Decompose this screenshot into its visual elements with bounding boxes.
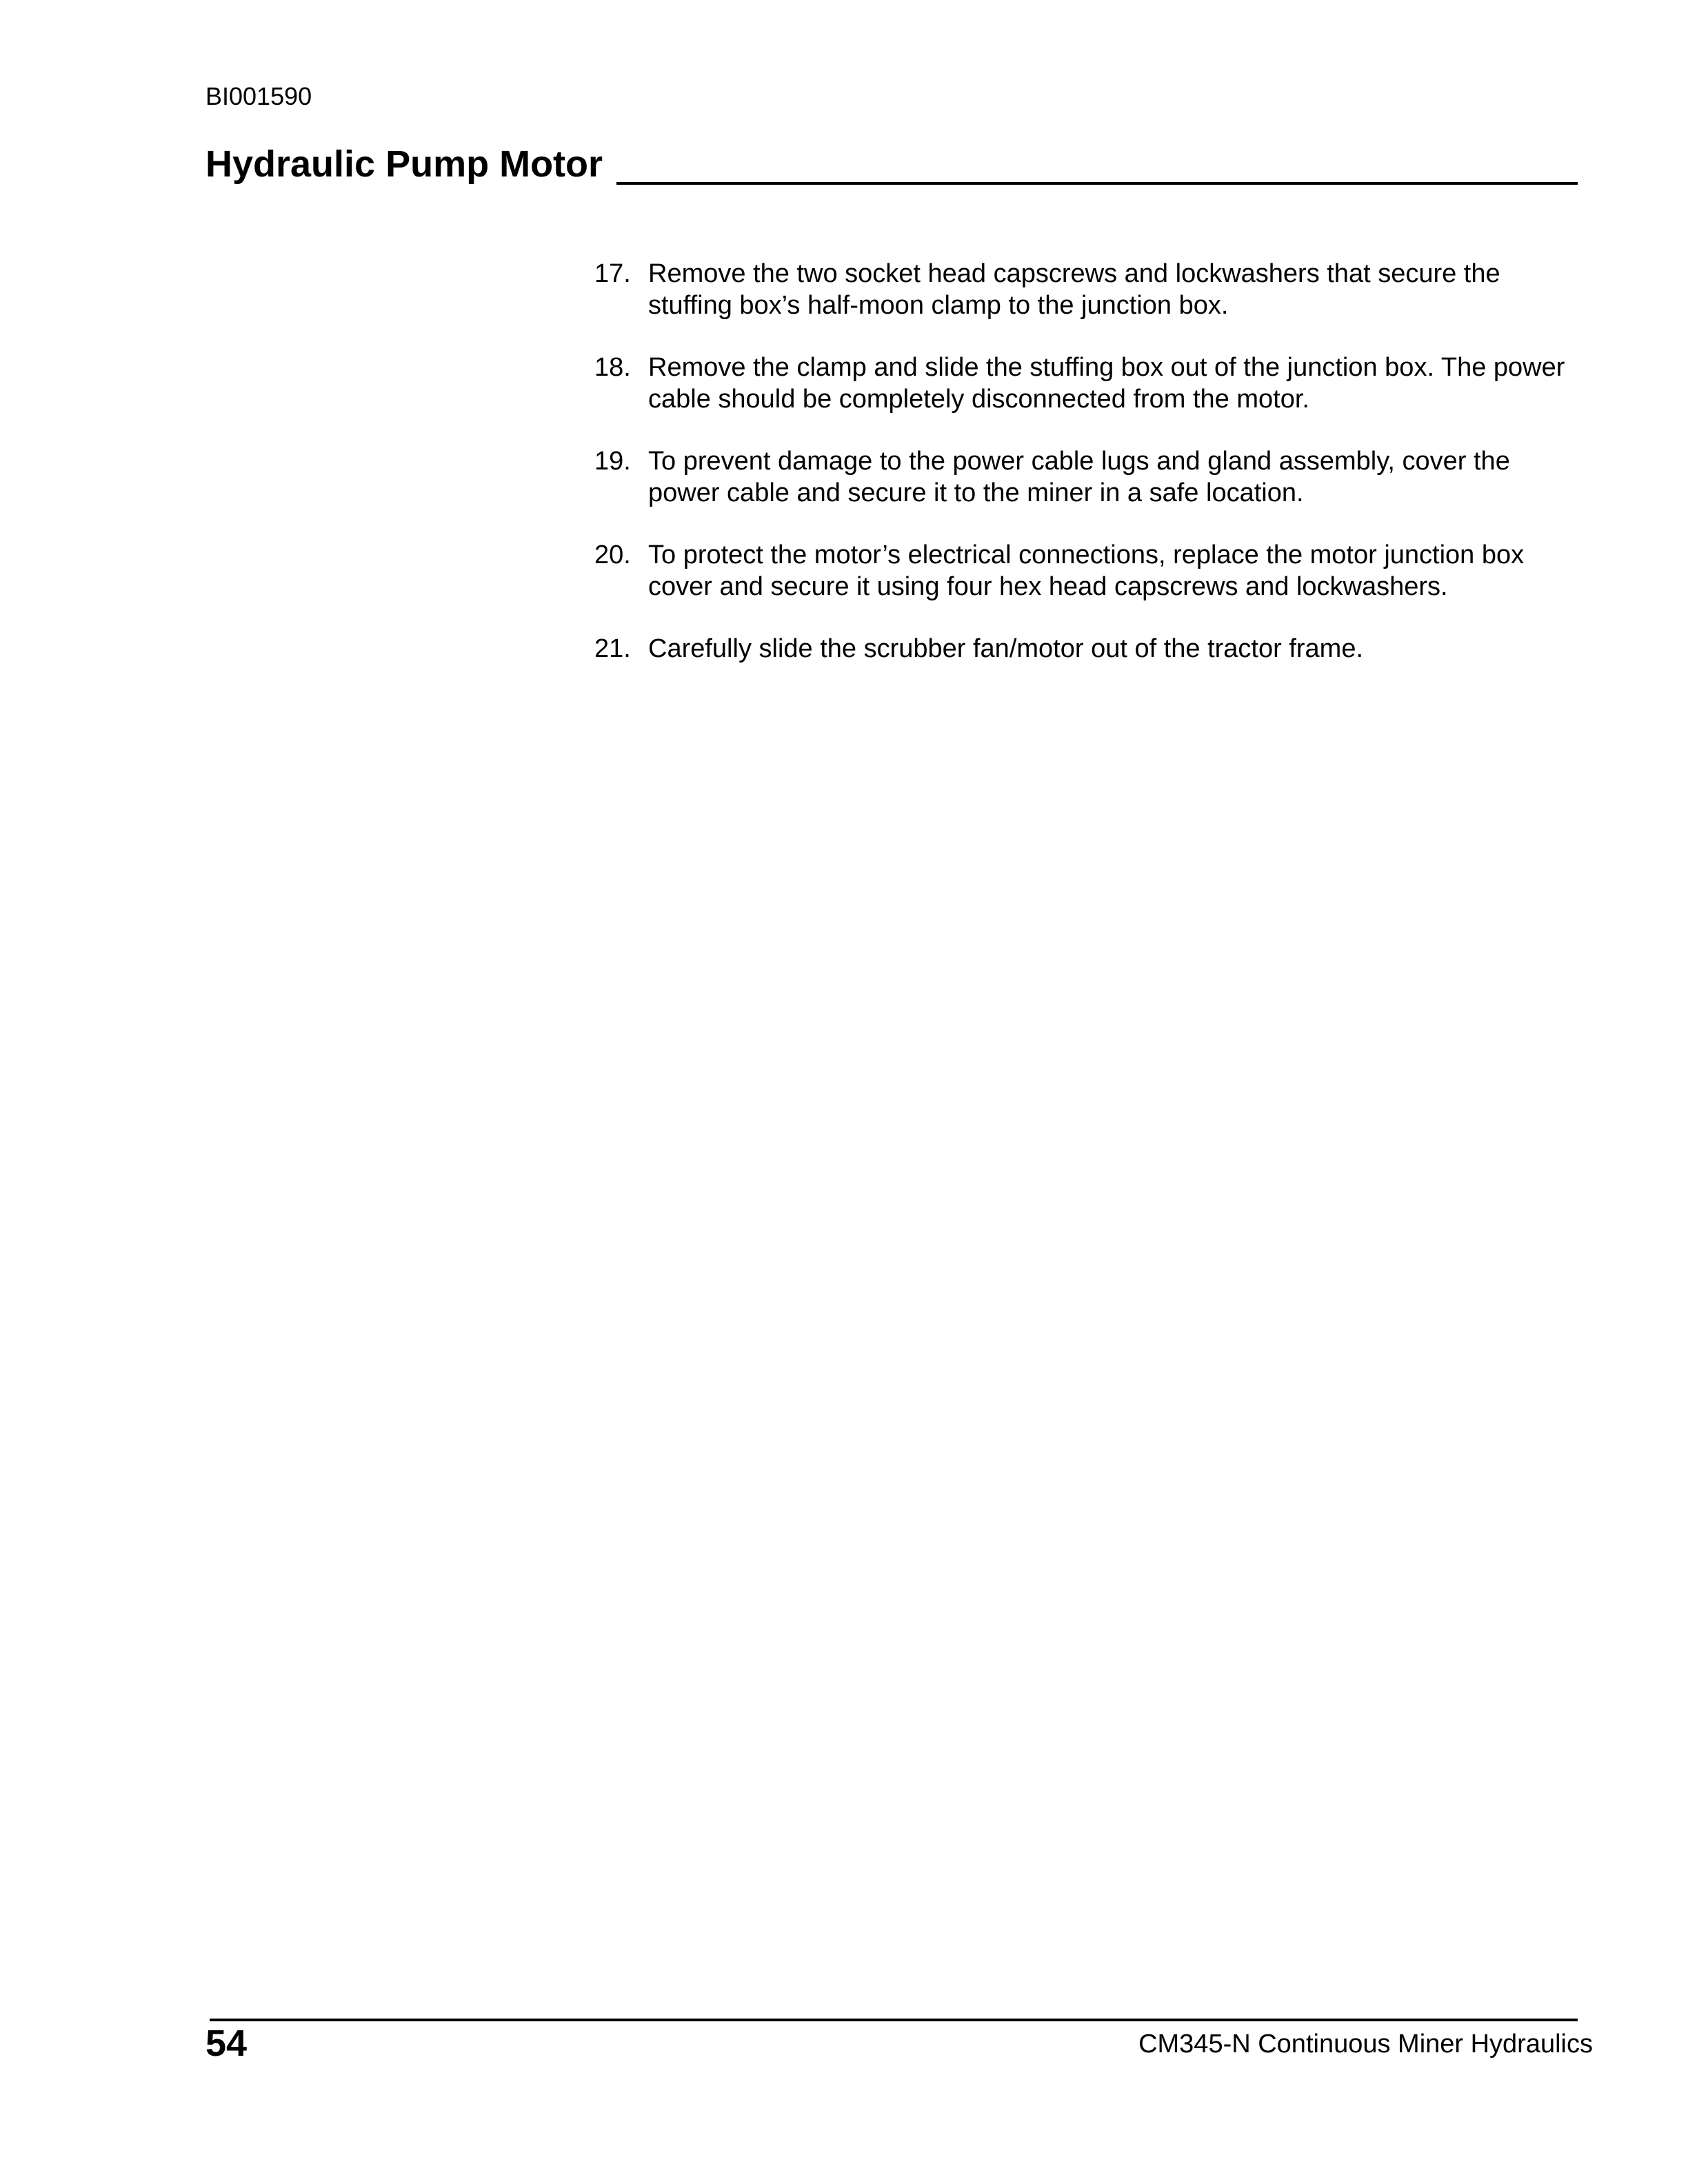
step-21 xyxy=(594,633,1580,665)
step-number: 21. xyxy=(594,634,631,663)
step-number: 19. xyxy=(594,447,631,476)
step-text: To prevent damage to the power cable lugs and gland assembly, cover the power cable and secure it to the miner in a safe location. xyxy=(648,447,1510,507)
footer-document-title: CM345-N Continuous Miner Hydraulics xyxy=(1138,2030,1593,2059)
footer-rule xyxy=(210,2019,1578,2021)
step-20 xyxy=(594,539,1580,603)
step-19 xyxy=(594,445,1580,509)
page-number: 54 xyxy=(205,2023,248,2064)
step-text: Remove the clamp and slide the stuffing box out of the junction box. The power cable should be completely disconnected from the motor. xyxy=(648,353,1565,414)
title-rule xyxy=(616,182,1578,185)
step-17 xyxy=(594,258,1580,321)
step-number: 17. xyxy=(594,259,631,288)
step-18 xyxy=(594,352,1580,415)
document-id: BI001590 xyxy=(205,82,312,110)
step-number: 20. xyxy=(594,540,631,569)
section-title: Hydraulic Pump Motor xyxy=(205,143,603,185)
step-text: Remove the two socket head capscrews and lockwashers that secure the stuffing box’s half-moon clamp to the junction box. xyxy=(648,259,1500,320)
step-text: To protect the motor’s electrical connections, replace the motor junction box cover and secure it using four hex head capscrews and lockwashers. xyxy=(648,540,1525,601)
step-number: 18. xyxy=(594,353,631,382)
step-text: Carefully slide the scrubber fan/motor out of the tractor frame. xyxy=(648,634,1364,663)
procedure-steps xyxy=(594,258,1580,695)
section-header xyxy=(205,142,1578,190)
